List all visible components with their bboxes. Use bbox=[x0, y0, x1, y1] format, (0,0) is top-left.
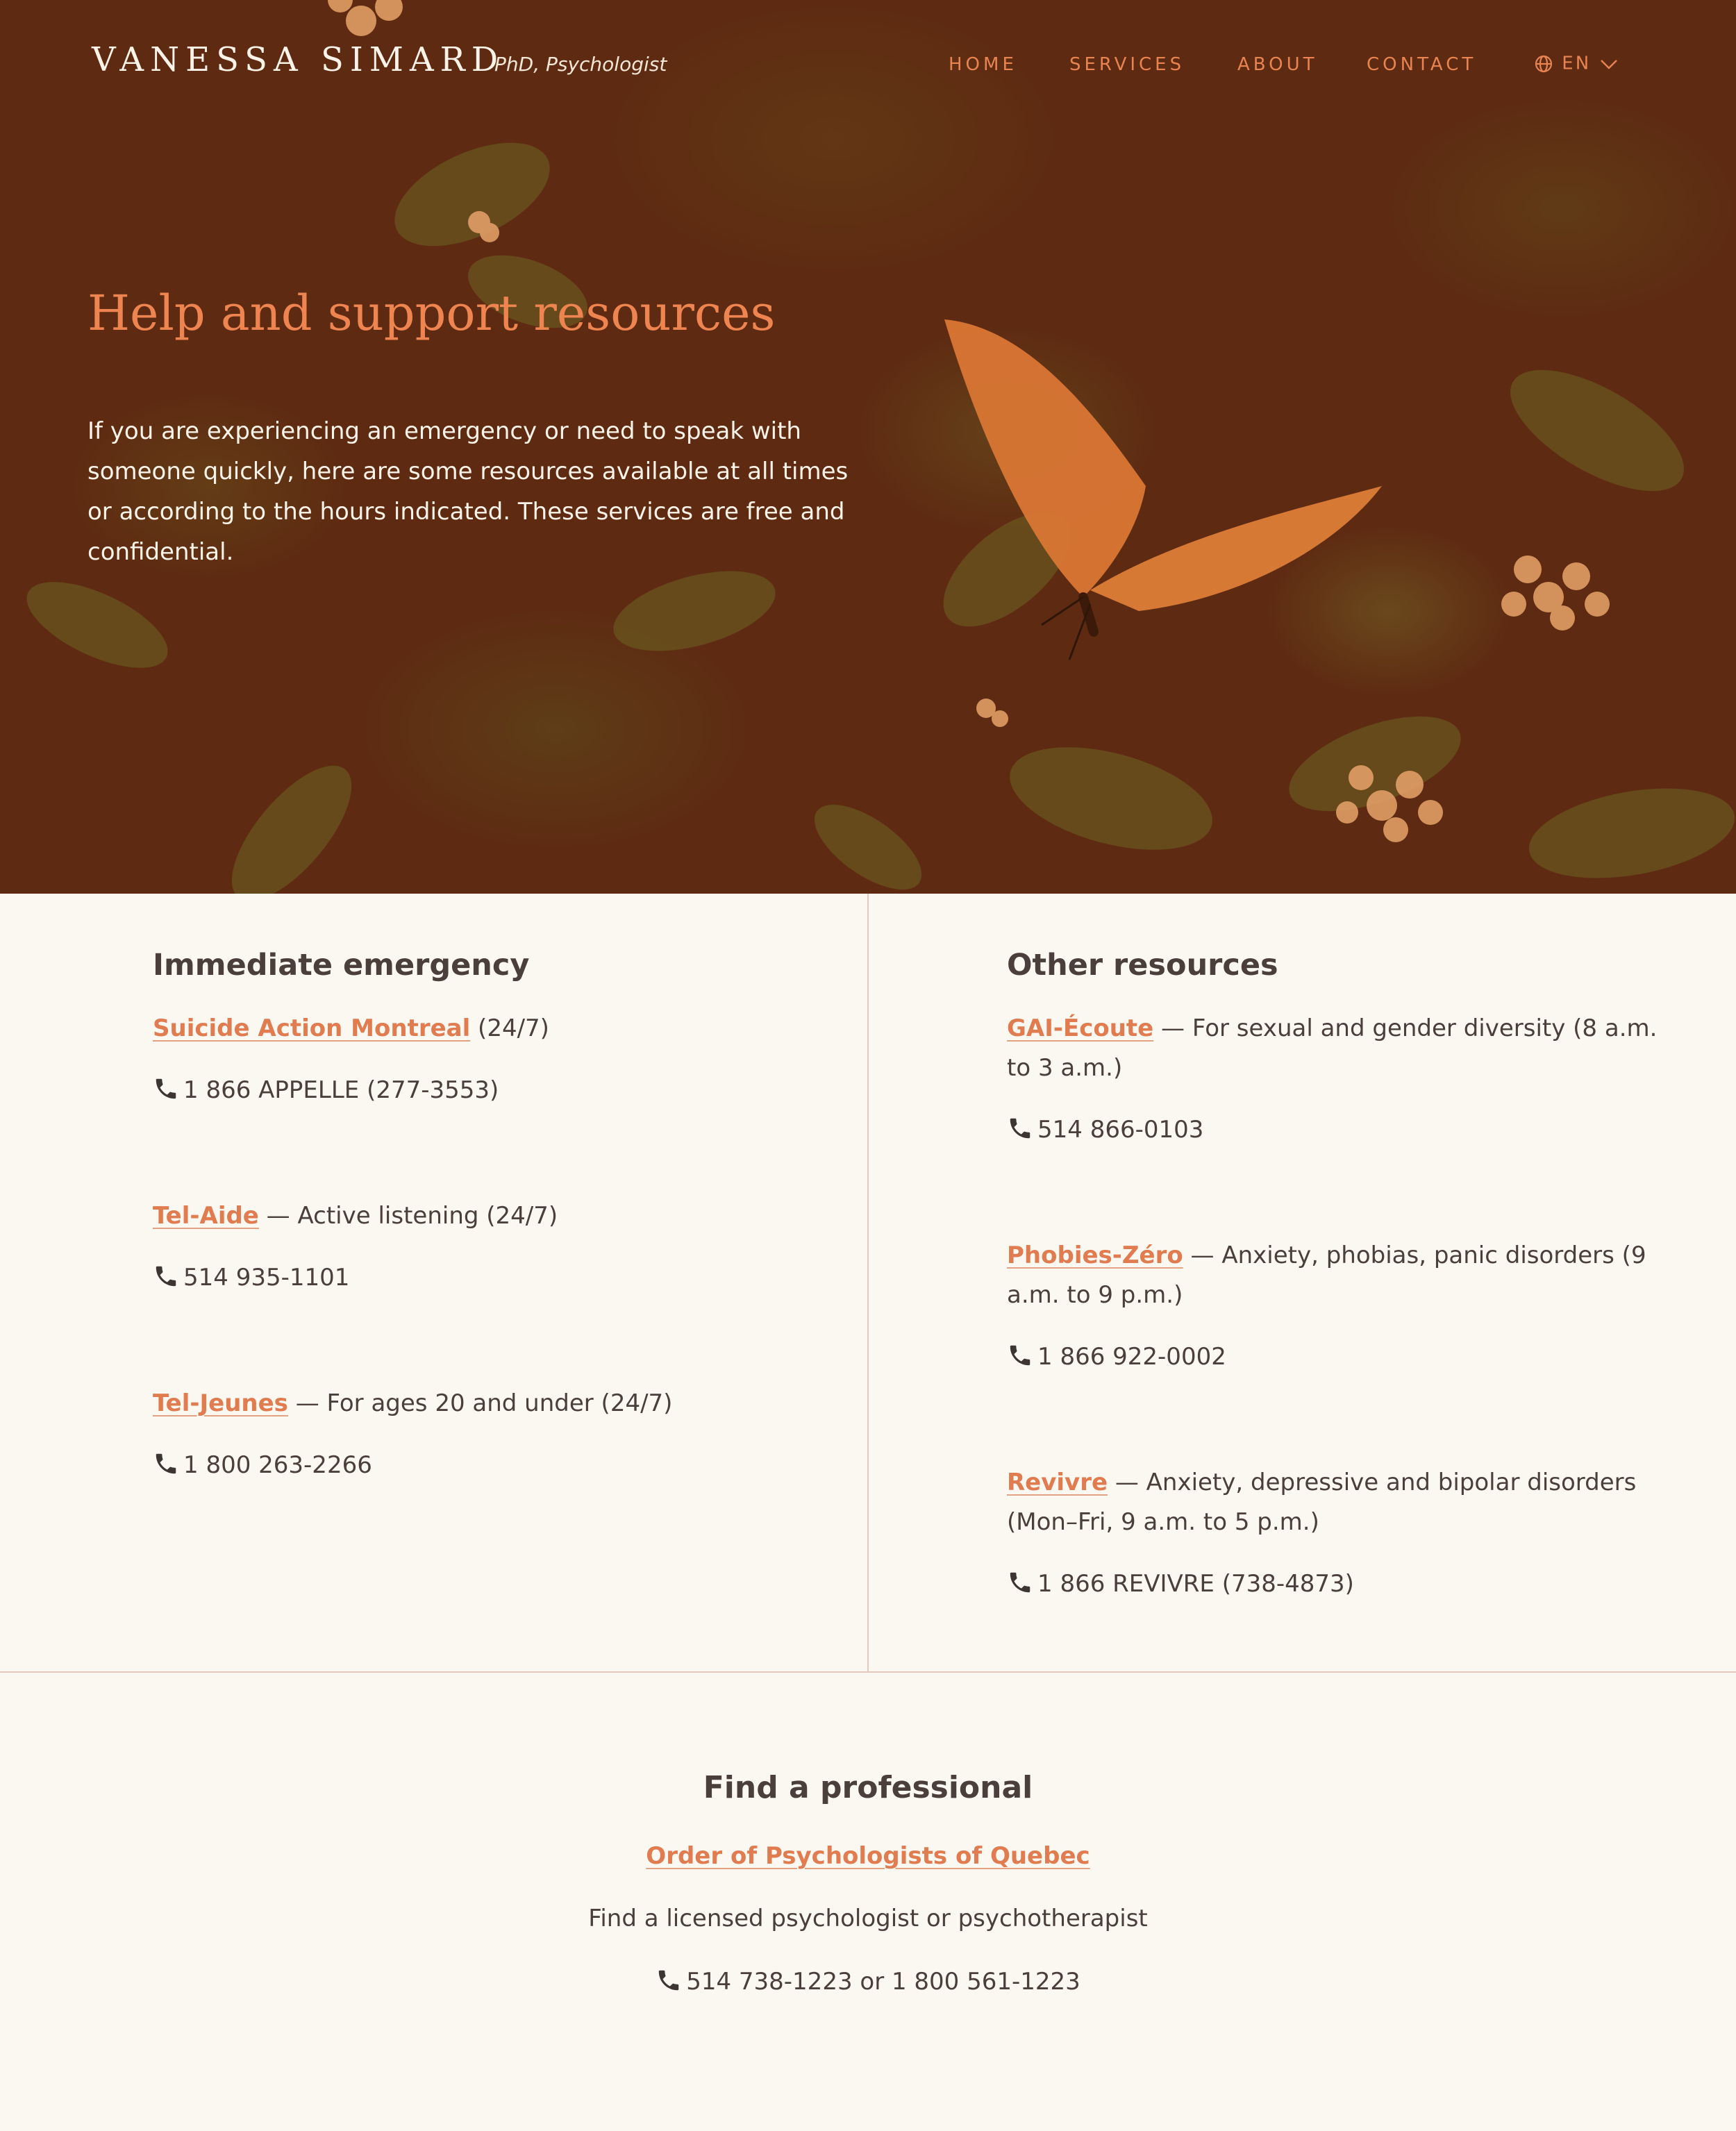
resource-item bbox=[1007, 1463, 1660, 1604]
resource-link-gai-ecoute[interactable]: GAI-Écoute bbox=[1007, 1014, 1154, 1042]
phone-icon bbox=[153, 1263, 179, 1289]
find-professional-section bbox=[0, 1673, 1736, 2131]
resource-item bbox=[153, 1196, 819, 1298]
resource-item bbox=[153, 1384, 819, 1485]
site-logo[interactable]: VANESSA SIMARD bbox=[92, 40, 505, 79]
resource-item bbox=[153, 1009, 819, 1110]
language-label: EN bbox=[1562, 53, 1592, 74]
phone-icon bbox=[153, 1076, 179, 1102]
column-divider bbox=[867, 894, 869, 1671]
nav-contact[interactable]: CONTACT bbox=[1367, 54, 1477, 75]
resource-description: — Anxiety, phobias, panic disorders (9 a.m. to 9 p.m.) bbox=[1007, 1242, 1646, 1309]
resource-phone: 1 800 263-2266 bbox=[183, 1451, 372, 1479]
resource-phone: 1 866 REVIVRE (738-4873) bbox=[1037, 1570, 1354, 1598]
find-professional-description: Find a licensed psychologist or psychotherapist bbox=[588, 1905, 1148, 1932]
resource-description: — For sexual and gender diversity (8 a.m. to 3 a.m.) bbox=[1007, 1014, 1658, 1082]
resources-section bbox=[0, 894, 1736, 1673]
resource-phone: 1 866 APPELLE (277-3553) bbox=[183, 1076, 499, 1104]
page-title: Help and support resources bbox=[87, 285, 776, 342]
resource-description: (24/7) bbox=[470, 1014, 549, 1042]
nav-home[interactable]: HOME bbox=[949, 54, 1017, 75]
nav-about[interactable]: ABOUT bbox=[1237, 54, 1318, 75]
resource-item bbox=[1007, 1009, 1660, 1150]
find-professional-phone: 514 738-1223 or 1 800 561-1223 bbox=[686, 1968, 1080, 1996]
hero-banner bbox=[0, 0, 1736, 894]
resource-link-phobies-zero[interactable]: Phobies-Zéro bbox=[1007, 1242, 1183, 1269]
resource-link-revivre[interactable]: Revivre bbox=[1007, 1469, 1108, 1496]
resource-description: — Active listening (24/7) bbox=[258, 1202, 558, 1230]
resource-link-tel-aide[interactable]: Tel-Aide bbox=[153, 1202, 259, 1230]
phone-icon bbox=[1007, 1569, 1033, 1596]
resource-description: — For ages 20 and under (24/7) bbox=[287, 1389, 673, 1417]
resource-description: — Anxiety, depressive and bipolar disorders (Mon–Fri, 9 a.m. to 5 p.m.) bbox=[1007, 1469, 1637, 1536]
language-switcher[interactable] bbox=[1533, 53, 1619, 78]
hero-intro-text: If you are experiencing an emergency or need to speak with someone quickly, here are some resources available at all times or according to the hours indicated. These services are free and confidential. bbox=[87, 417, 849, 566]
resource-phone: 1 866 922-0002 bbox=[1037, 1343, 1226, 1371]
resource-phone: 514 935-1101 bbox=[183, 1264, 350, 1292]
globe-icon bbox=[1533, 53, 1554, 74]
emergency-heading: Immediate emergency bbox=[153, 948, 530, 983]
resource-link-tel-jeunes[interactable]: Tel-Jeunes bbox=[153, 1389, 288, 1417]
phone-icon bbox=[1007, 1342, 1033, 1369]
resource-link-suicide-action-montreal[interactable]: Suicide Action Montreal bbox=[153, 1014, 471, 1042]
phone-icon bbox=[153, 1451, 179, 1477]
brand-subtitle: PhD, Psychologist bbox=[494, 53, 667, 76]
top-navigation bbox=[0, 0, 1736, 132]
chevron-down-icon bbox=[1599, 53, 1619, 74]
find-professional-heading: Find a professional bbox=[703, 1770, 1033, 1805]
phone-icon bbox=[656, 1967, 682, 1994]
resource-item bbox=[1007, 1236, 1660, 1377]
resource-phone: 514 866-0103 bbox=[1037, 1116, 1204, 1144]
phone-icon bbox=[1007, 1115, 1033, 1142]
other-resources-heading: Other resources bbox=[1007, 948, 1278, 983]
nav-services[interactable]: SERVICES bbox=[1069, 54, 1185, 75]
order-of-psychologists-link[interactable]: Order of Psychologists of Quebec bbox=[646, 1842, 1090, 1870]
